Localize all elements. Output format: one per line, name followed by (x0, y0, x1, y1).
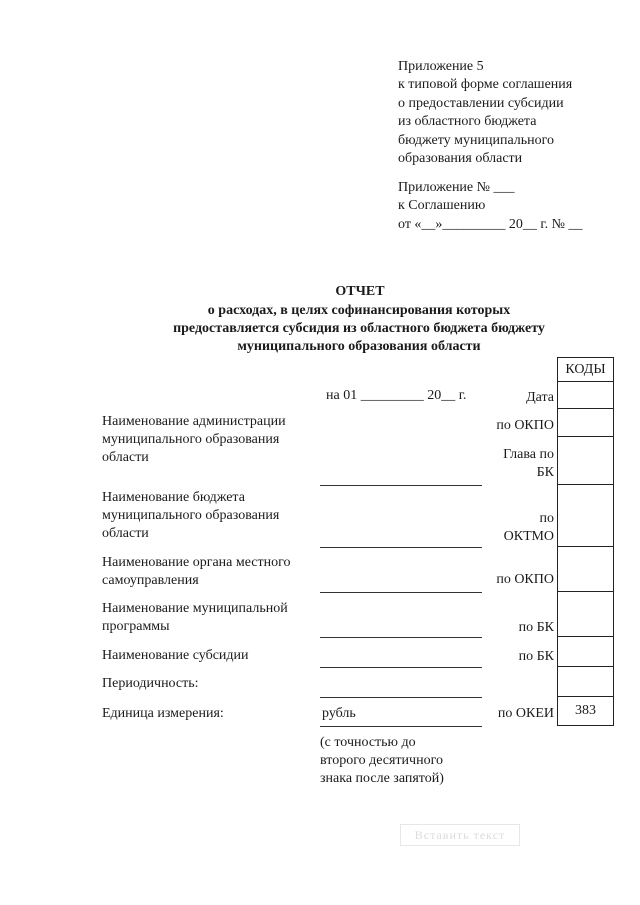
code-label-oktmo: по ОКТМО (503, 511, 554, 544)
field-line-local-authority[interactable] (320, 592, 482, 593)
appendix-line: к типовой форме соглашения (398, 77, 573, 93)
agreement-line: Приложение № ___ (398, 180, 515, 195)
code-label-okpo-2: по ОКПО (496, 572, 554, 587)
code-label-chapter-bk: Глава по БК (503, 447, 554, 480)
field-line-municipal-program[interactable] (320, 637, 482, 638)
code-cell-periodicity[interactable] (557, 667, 614, 697)
code-cell-bk-2[interactable] (557, 637, 614, 667)
subtitle-line: муниципального образования области (237, 339, 481, 354)
field-label-administration: Наименование администрации муниципального образования области (102, 414, 286, 465)
field-label-local-authority: Наименование органа местного самоуправления (102, 555, 291, 588)
code-cell-date[interactable] (557, 382, 614, 409)
report-subtitle (0, 302, 640, 356)
field-label-periodicity: Периодичность: (102, 676, 199, 691)
code-cell-okei[interactable]: 383 (557, 697, 614, 726)
appendix-line: образования области (398, 150, 523, 166)
field-line-administration[interactable] (320, 485, 482, 486)
appendix-block (398, 58, 572, 168)
code-cell-okpo-2[interactable] (557, 547, 614, 592)
report-title (0, 283, 640, 301)
appendix-line: Приложение 5 (398, 59, 484, 74)
field-label-budget: Наименование бюджета муниципального образования области (102, 490, 280, 541)
field-label-municipal-program: Наименование муниципальной программы (102, 601, 288, 634)
code-cell-oktmo[interactable] (557, 485, 614, 547)
faint-stamp: Вставить текст (400, 824, 520, 846)
agreement-line: к Соглашению (398, 198, 486, 214)
code-label-date: Дата (526, 390, 554, 405)
code-cell-okpo[interactable] (557, 409, 614, 437)
subtitle-line: о расходах, в целях софинансирования которых (207, 303, 511, 318)
code-label-okpo: по ОКПО (496, 418, 554, 433)
agreement-reference (398, 179, 582, 234)
appendix-line: из областного бюджета (398, 114, 537, 130)
code-cell-bk[interactable] (557, 592, 614, 637)
subtitle-line: предоставляется субсидия из областного бюджета бюджету (173, 321, 545, 336)
field-line-unit[interactable] (320, 726, 482, 727)
code-label-bk-2: по БК (518, 649, 554, 664)
appendix-line: бюджету муниципального (398, 132, 555, 148)
field-line-periodicity[interactable] (320, 697, 482, 698)
appendix-line: о предоставлении субсидии (398, 95, 564, 111)
field-label-subsidy: Наименование субсидии (102, 648, 249, 663)
field-line-subsidy[interactable] (320, 667, 482, 668)
field-value-unit: рубль (322, 706, 356, 721)
report-title-main: ОТЧЕТ (335, 284, 385, 299)
field-line-budget[interactable] (320, 547, 482, 548)
code-cell-chapter-bk[interactable] (557, 437, 614, 485)
code-label-okei: по ОКЕИ (497, 706, 554, 721)
codes-header: КОДЫ (557, 357, 614, 382)
code-label-bk: по БК (518, 620, 554, 635)
report-date-line: на 01 _________ 20__ г. (326, 388, 467, 403)
agreement-line: от «__»_________ 20__ г. № __ (398, 216, 583, 232)
precision-note: (с точностью до второго десятичного знака после запятой) (320, 735, 444, 786)
field-label-unit: Единица измерения: (102, 706, 224, 721)
